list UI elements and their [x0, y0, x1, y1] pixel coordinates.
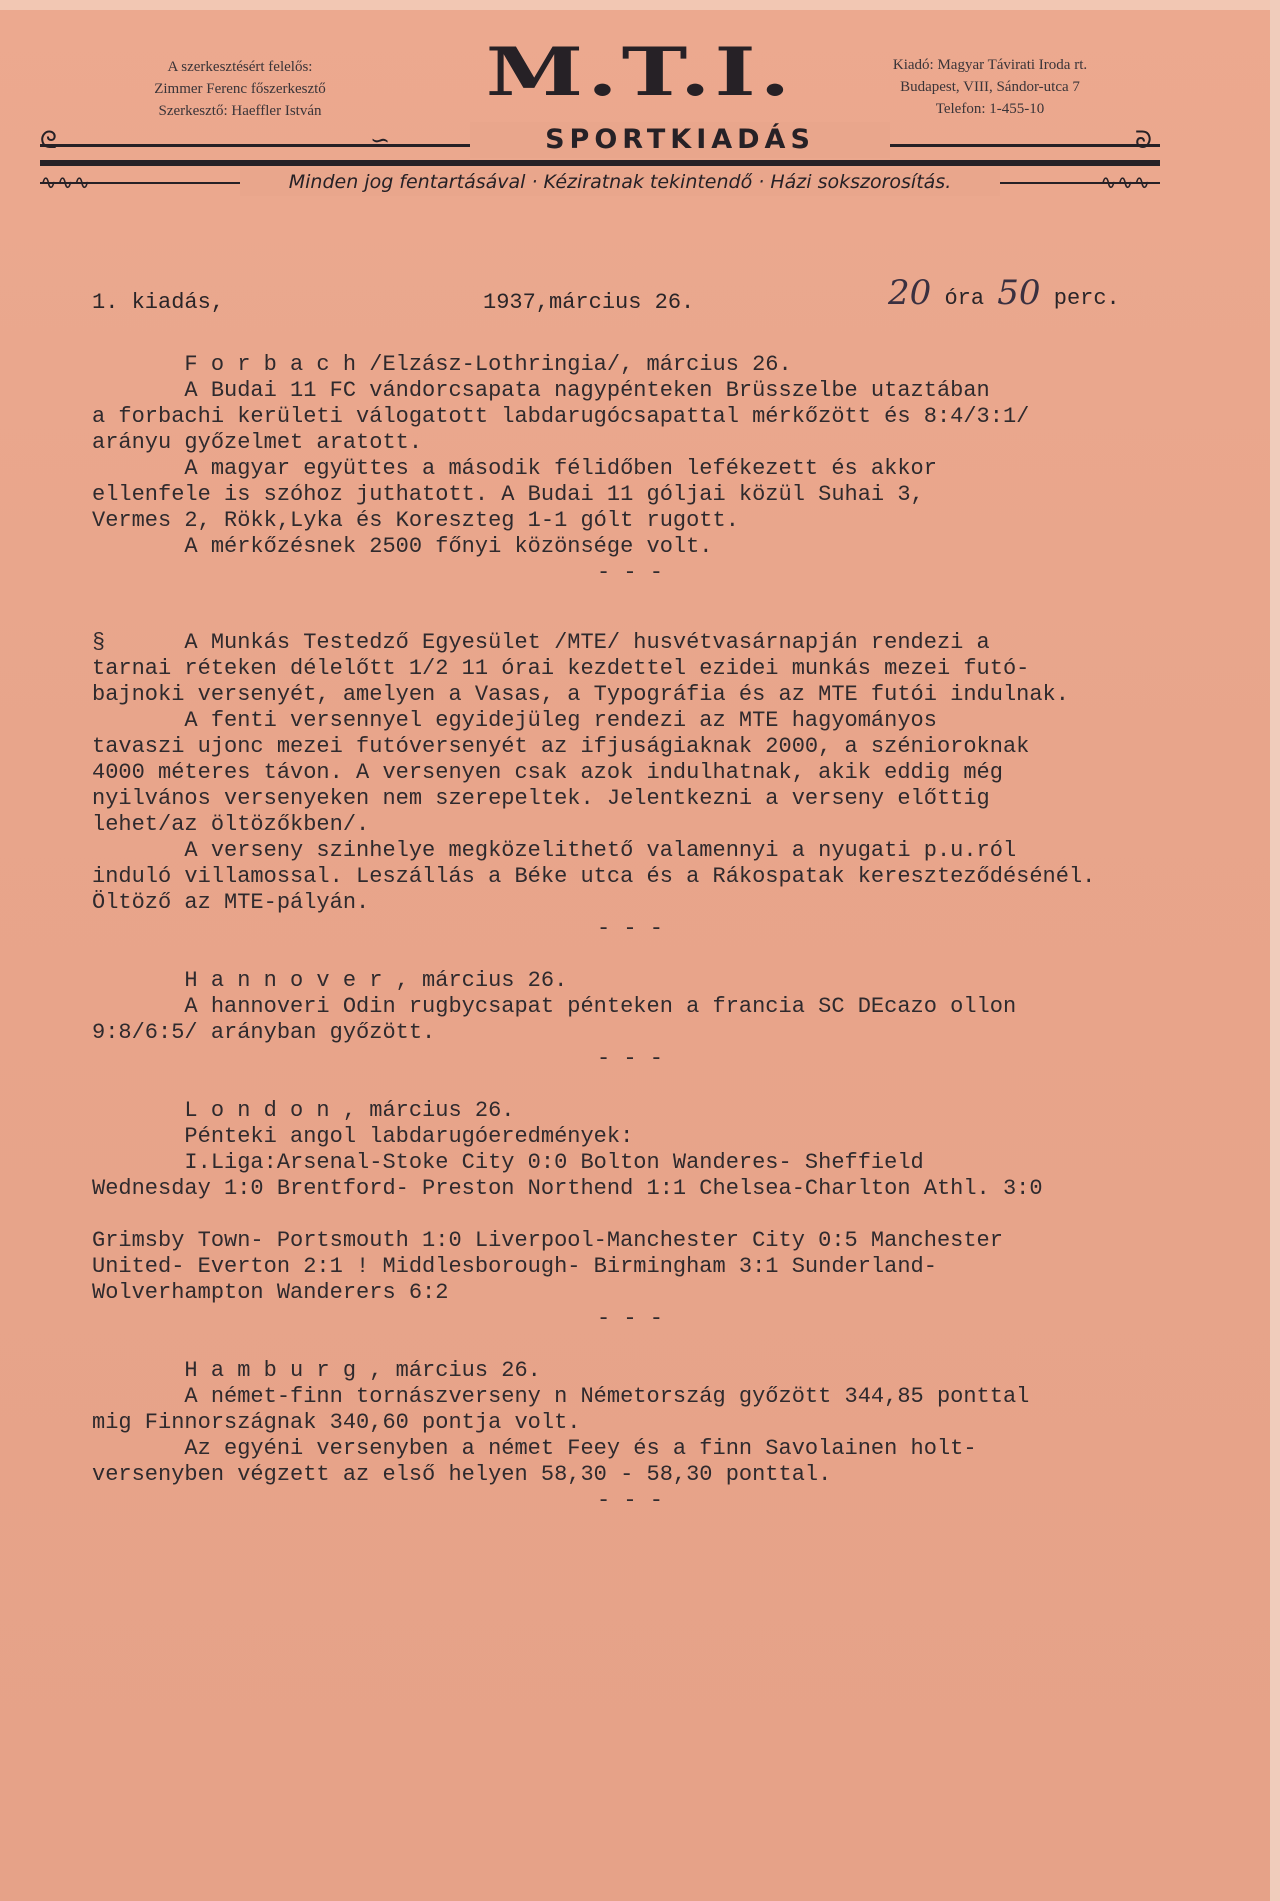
article-forbach — [92, 352, 1192, 560]
article-line: a forbachi kerületi válogatott labdarugócsapattal mérkőzött és 8:4/3:1/ — [92, 404, 1030, 429]
swirl-ornament-icon: ᘓ — [40, 126, 57, 154]
mti-logo: M.T.I. — [485, 32, 795, 111]
masthead-right-line: Kiadó: Magyar Távirati Iroda rt. — [892, 57, 1088, 73]
rights-motto: Minden jog fentartásával · Kéziratnak tekintendő · Házi sokszorosítás. — [240, 168, 1000, 196]
article-line: Wolverhampton Wanderers 6:2 — [92, 1280, 449, 1305]
article-line — [92, 1202, 1192, 1228]
article-line: Az egyéni versenyben a német Feey és a finn Savolainen holt- — [92, 1436, 977, 1461]
article-line: H a n n o v e r , március 26. — [92, 968, 568, 993]
separator: - - - — [597, 1488, 664, 1513]
masthead-publisher — [840, 54, 1140, 120]
article-line: 4000 méteres távon. A versenyen csak azok indulhatnak, akik eddig még — [92, 760, 1003, 785]
separator: - - - — [597, 1046, 664, 1071]
article-line: Pénteki angol labdarugóeredmények: — [92, 1124, 634, 1149]
masthead-editors — [100, 56, 380, 122]
edition-number: 1. kiadás, — [92, 290, 225, 315]
article-line: arányu győzelmet aratott. — [92, 430, 423, 455]
article-line: versenyben végzett az első helyen 58,30 - 58,30 ponttal. — [92, 1462, 832, 1487]
masthead-right-line: Telefon: 1-455-10 — [935, 101, 1045, 117]
separator: - - - — [597, 916, 664, 941]
article-line: ellenfele is szóhoz juthatott. A Budai 11 góljai közül Suhai 3, — [92, 482, 924, 507]
separator: - - - — [597, 560, 664, 585]
article-line: H a m b u r g , március 26. — [92, 1358, 541, 1383]
article-line: Vermes 2, Rökk,Lyka és Koreszteg 1-1 gólt rugott. — [92, 508, 739, 533]
article-line: tarnai réteken délelőtt 1/2 11 órai kezdettel ezidei munkás mezei futó- — [92, 656, 1030, 681]
motto-row — [40, 168, 1160, 196]
article-line: bajnoki versenyét, amelyen a Vasas, a Typográfia és az MTE futói indulnak. — [92, 682, 1069, 707]
paper-edge-right — [1270, 0, 1280, 1901]
article-line: Wednesday 1:0 Brentford- Preston Northend 1:1 Chelsea-Charlton Athl. 3:0 — [92, 1176, 1043, 1201]
article-line: A mérkőzésnek 2500 főnyi közönsége volt. — [92, 534, 713, 559]
article-line: United- Everton 2:1 ! Middlesborough- Birmingham 3:1 Sunderland- — [92, 1254, 937, 1279]
article-line: Grimsby Town- Portsmouth 1:0 Liverpool-Manchester City 0:5 Manchester — [92, 1228, 1003, 1253]
masthead-left-line: Szerkesztő: Haeffler István — [158, 103, 322, 119]
hour-handwritten: 20 — [888, 273, 932, 313]
minute-label: perc. — [1053, 286, 1120, 311]
article-line: induló villamossal. Leszállás a Béke utca és a Rákospatak kereszteződésénél. — [92, 864, 1096, 889]
article-line: Öltöző az MTE-pályán. — [92, 890, 370, 915]
minute-handwritten: 50 — [997, 273, 1041, 313]
masthead-thick-rule — [40, 160, 1160, 166]
news-body — [92, 352, 1192, 1514]
sport-banner-row — [40, 118, 1160, 158]
article-line: A verseny szinhelye megközelithető valamennyi a nyugati p.u.ról — [92, 838, 1017, 863]
article-mte — [92, 630, 1192, 916]
article-line: mig Finnországnak 340,60 pontja volt. — [92, 1410, 581, 1435]
edition-time — [888, 273, 1120, 314]
article-line: lehet/az öltözőkben/. — [92, 812, 370, 837]
article-line: 9:8/6:5/ arányban győzött. — [92, 1020, 436, 1045]
scroll-ornament-icon: ∿∿∿ — [40, 170, 91, 194]
article-london — [92, 1098, 1192, 1306]
masthead-right-line: Budapest, VIII, Sándor-utca 7 — [900, 79, 1080, 95]
edition-date: 1937,március 26. — [483, 290, 695, 315]
article-line: F o r b a c h /Elzász-Lothringia/, március 26. — [92, 352, 792, 377]
article-line: A hannoveri Odin rugbycsapat pénteken a francia SC DEcazo ollon — [92, 994, 1017, 1019]
swirl-ornament-icon: ∽ — [370, 126, 391, 154]
masthead-left-line: Zimmer Ferenc főszerkesztő — [154, 81, 326, 97]
article-line: § A Munkás Testedző Egyesület /MTE/ husvétvasárnapján rendezi a — [92, 630, 990, 655]
paper-edge-top — [0, 0, 1280, 10]
hour-label: óra — [944, 286, 985, 311]
article-hannover — [92, 968, 1192, 1046]
article-hamburg — [92, 1358, 1192, 1488]
sportkiadas-banner: SPORTKIADÁS — [470, 122, 890, 158]
swirl-ornament-icon: ᘐ — [1135, 126, 1152, 154]
masthead-left-line: A szerkesztésért felelős: — [167, 59, 313, 75]
article-line: I.Liga:Arsenal-Stoke City 0:0 Bolton Wanderes- Sheffield — [92, 1150, 924, 1175]
article-line: A német-finn tornászverseny n Németország győzött 344,85 ponttal — [92, 1384, 1030, 1409]
article-line: A fenti versennyel egyidejüleg rendezi az MTE hagyományos — [92, 708, 937, 733]
article-line: nyilvános versenyeken nem szerepeltek. Jelentkezni a verseny előttig — [92, 786, 990, 811]
scroll-ornament-icon: ∿∿∿ — [1100, 170, 1151, 194]
separator: - - - — [597, 1306, 664, 1331]
article-line: A Budai 11 FC vándorcsapata nagypénteken Brüsszelbe utaztában — [92, 378, 990, 403]
article-line: L o n d o n , március 26. — [92, 1098, 515, 1123]
article-line: tavaszi ujonc mezei futóversenyét az ifjuságiaknak 2000, a szénioroknak — [92, 734, 1030, 759]
article-line: A magyar együttes a második félidőben lefékezett és akkor — [92, 456, 937, 481]
